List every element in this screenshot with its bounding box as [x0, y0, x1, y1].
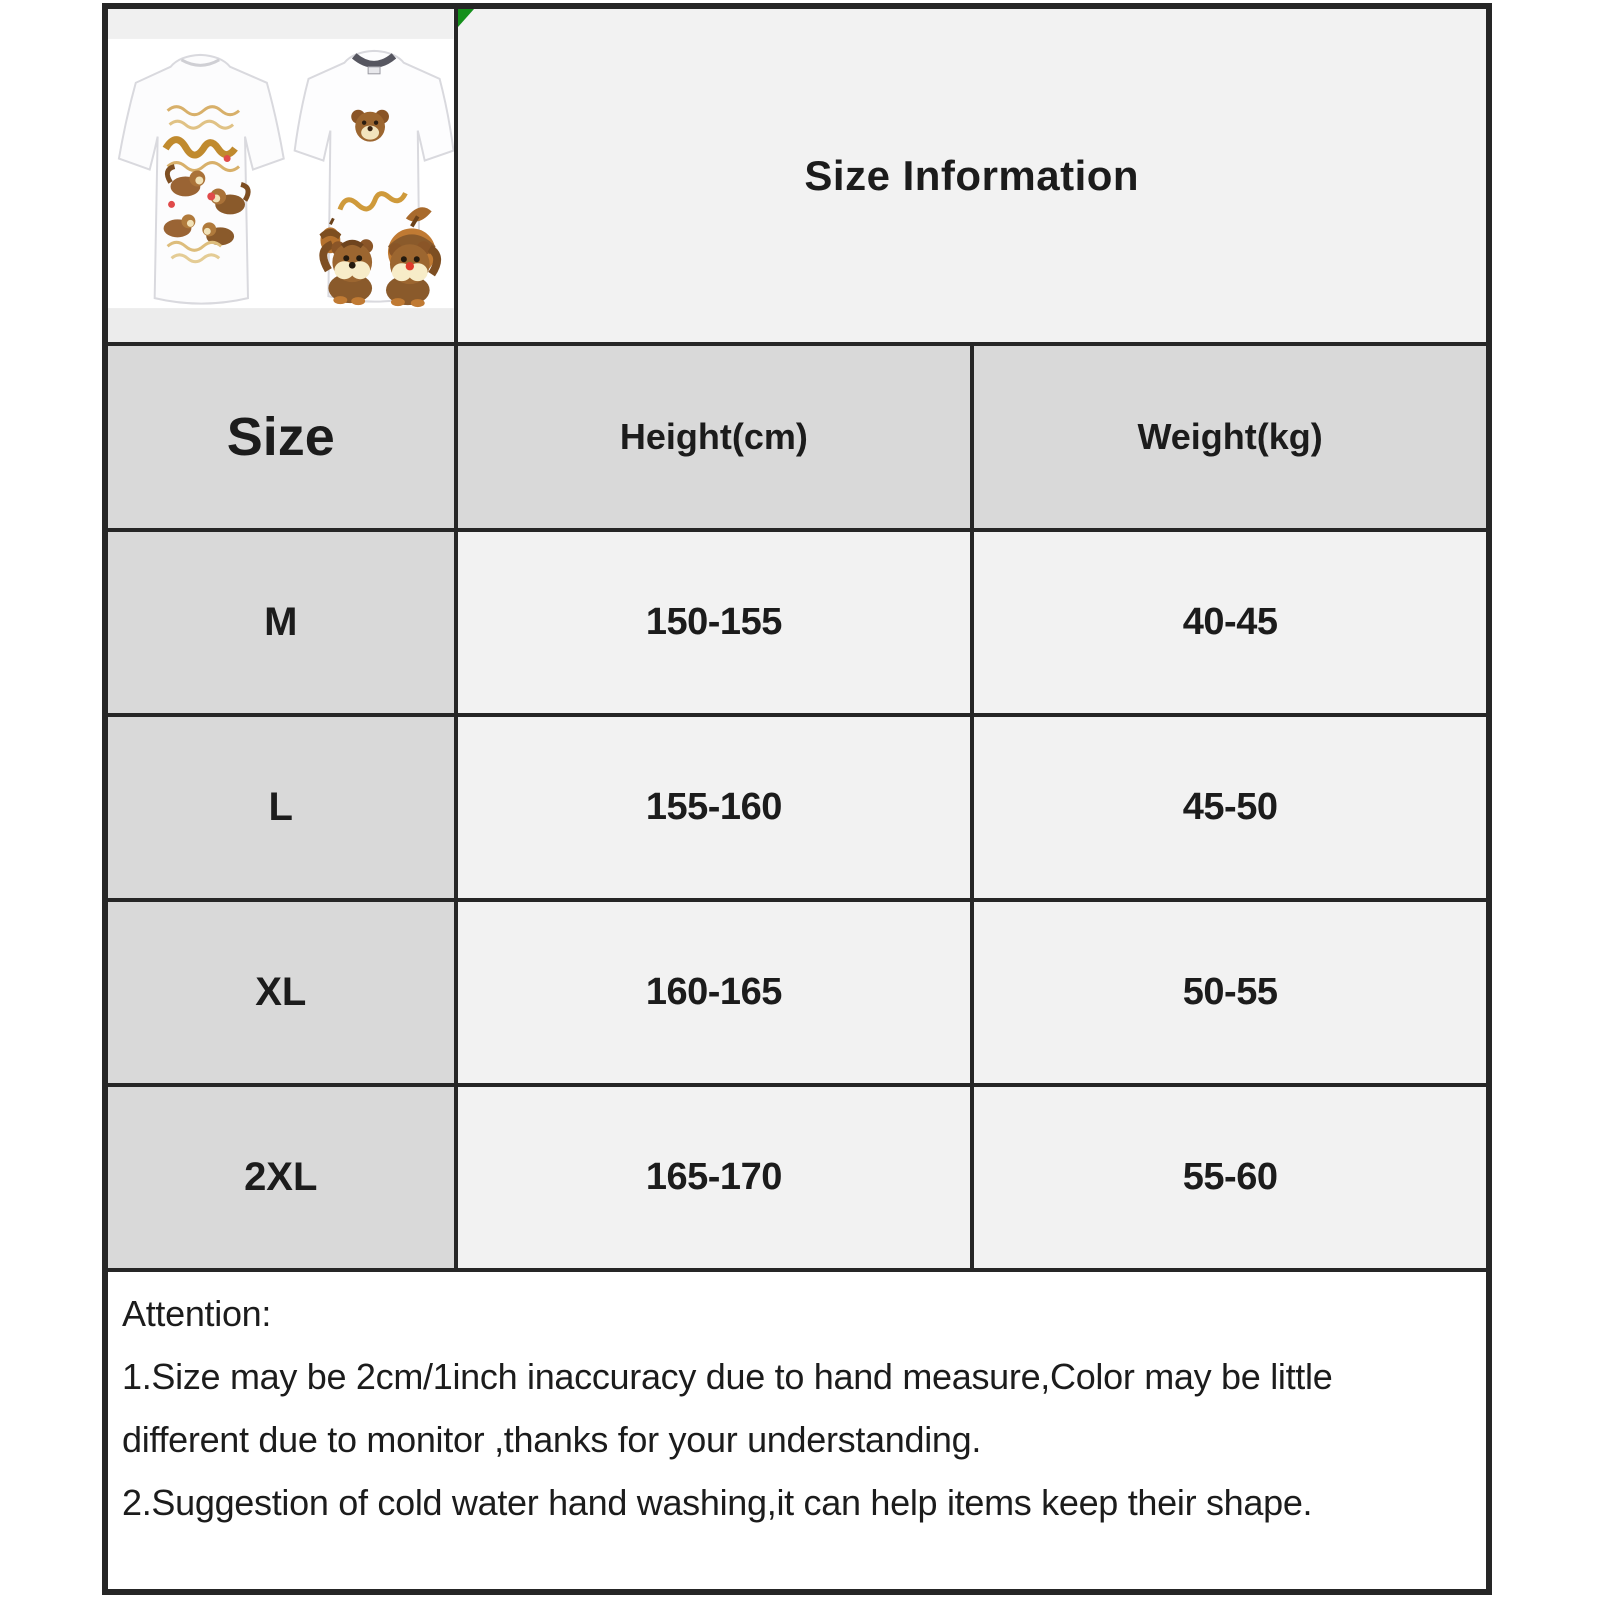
attention-line: 2.Suggestion of cold water hand washing,it can help items keep their shape. [122, 1482, 1313, 1523]
size-label-cell: L [105, 715, 456, 900]
height-value-cell: 150-155 [456, 530, 973, 715]
heart-icon [224, 155, 231, 162]
size-label-cell: 2XL [105, 1085, 456, 1270]
attention-note [105, 1270, 1489, 1592]
product-photo-cell [105, 6, 456, 344]
table-row [105, 900, 1489, 1085]
attention-line: 1.Size may be 2cm/1inch inaccuracy due to hand measure,Color may be little [122, 1356, 1333, 1397]
heart-icon [168, 201, 175, 208]
table-row [105, 530, 1489, 715]
heart-icon [207, 192, 215, 200]
weight-value-cell: 50-55 [972, 900, 1489, 1085]
size-table [102, 3, 1492, 1595]
weight-value-cell: 45-50 [972, 715, 1489, 900]
height-value-cell: 165-170 [456, 1085, 973, 1270]
size-chart-sheet [102, 3, 1492, 1595]
photo-bottom-band [108, 308, 454, 342]
column-header-size: Size [105, 344, 456, 530]
table-row [105, 715, 1489, 900]
product-image [108, 9, 454, 342]
page-title: Size Information [804, 151, 1140, 199]
attention-line: different due to monitor ,thanks for your understanding. [122, 1419, 982, 1460]
neck-label [368, 67, 380, 74]
column-header-weight: Weight(kg) [972, 344, 1489, 530]
weight-value-cell: 40-45 [972, 530, 1489, 715]
photo-top-band [108, 9, 454, 39]
attention-title: Attention: [122, 1293, 272, 1334]
weight-value-cell: 55-60 [972, 1085, 1489, 1270]
size-information-header [456, 6, 1490, 344]
size-label-cell: M [105, 530, 456, 715]
cell-corner-marker-icon [458, 9, 474, 27]
height-value-cell: 160-165 [456, 900, 973, 1085]
column-header-height: Height(cm) [456, 344, 973, 530]
height-value-cell: 155-160 [456, 715, 973, 900]
size-label-cell: XL [105, 900, 456, 1085]
table-row [105, 1085, 1489, 1270]
